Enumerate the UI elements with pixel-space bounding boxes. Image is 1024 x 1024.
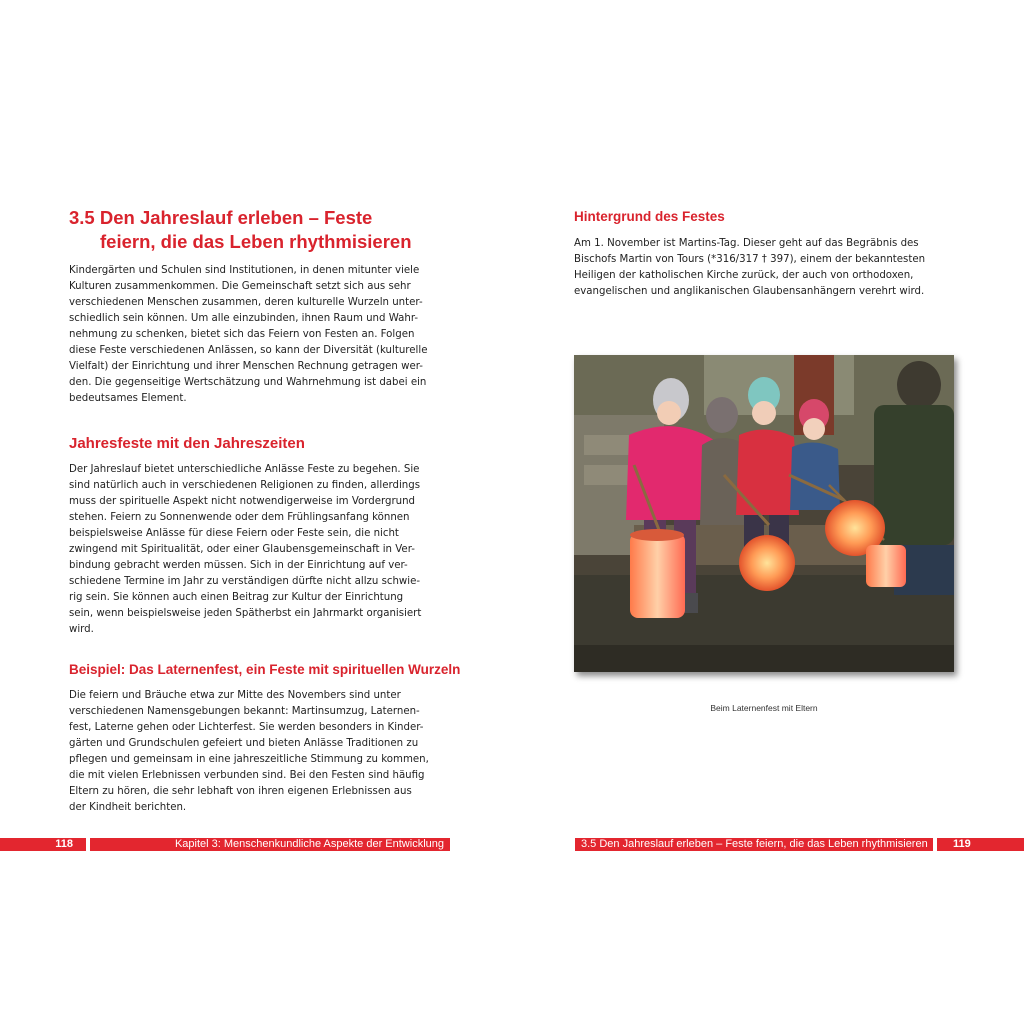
heading-hintergrund: Hintergrund des Festes (574, 209, 725, 224)
text-line: Vielfalt) der Einrichtung und ihrer Menschen Rechnung getragen wer- (69, 361, 423, 372)
text-line: die mit vielen Erlebnissen verbunden sind. Bei den Festen sind häufig (69, 770, 425, 781)
title-line-1: Den Jahreslauf erleben – Feste (99, 207, 373, 228)
intro-paragraph (69, 263, 469, 407)
text-line: Der Jahreslauf bietet unterschiedliche Anlässe Feste zu begehen. Sie (69, 464, 420, 475)
text-line: Kulturen zusammenkommen. Die Gemeinschaft setzt sich aus sehr (69, 281, 411, 292)
text-line: Heiligen der katholischen Kirche zurück, der auch von orthodoxen, (574, 270, 914, 281)
heading-jahresfeste: Jahresfeste mit den Jahreszeiten (69, 435, 305, 452)
photo-caption: Beim Laternenfest mit Eltern (710, 703, 818, 713)
text-line: wird. (69, 624, 94, 635)
text-line: Die feiern und Bräuche etwa zur Mitte des Novembers sind unter (69, 690, 401, 701)
text-line: der Kindheit berichten. (69, 802, 187, 813)
text-line: fest, Laterne gehen oder Lichterfest. Sie werden besonders in Kinder- (69, 722, 424, 733)
laternenfest-photo (574, 355, 954, 672)
text-line: Am 1. November ist Martins-Tag. Dieser geht auf das Begräbnis des (574, 238, 919, 249)
page-number-left-text: 118 (55, 838, 73, 850)
text-line: nehmung zu schenken, bietet sich das Feiern von Festen an. Folgen (69, 329, 415, 340)
page-number-right (937, 838, 1024, 851)
heading-beispiel: Beispiel: Das Laternenfest, ein Feste mit spirituellen Wurzeln (69, 662, 461, 677)
text-line: verschiedenen Menschen zusammen, deren kulturelle Wurzeln unter- (69, 297, 423, 308)
text-line: Bischofs Martin von Tours (*316/317 † 397), einem der bekanntesten (574, 254, 926, 265)
text-line: bedeutsames Element. (69, 393, 187, 404)
page-number-right-text: 119 (953, 838, 971, 850)
text-line: rig sein. Sie können auch einen Beitrag zur Kultur der Einrichtung (69, 592, 404, 603)
running-head-right (575, 838, 933, 851)
text-line: gärten und Grundschulen gefeiert und bieten Anlässe Traditionen zu (69, 738, 419, 749)
text-line: stehen. Feiern zu Sonnenwende oder dem Frühlingsanfang können (69, 512, 410, 523)
text-line: diese Feste verschiedenen Anlässen, so kann der Diversität (kulturelle (69, 345, 428, 356)
text-line: den. Die gegenseitige Wertschätzung und Wahrnehmung ist dabei ein (69, 377, 427, 388)
running-head-left (90, 838, 450, 851)
running-head-right-text: 3.5 Den Jahreslauf erleben – Feste feiern, die das Leben rhythmisieren (581, 838, 928, 850)
title-line-2: feiern, die das Leben rhythmisieren (100, 231, 412, 252)
jahresfeste-paragraph (69, 462, 469, 638)
section-title (69, 206, 499, 254)
text-line: Eltern zu hören, die sehr lebhaft von ihren eigenen Erlebnissen aus (69, 786, 412, 797)
hintergrund-paragraph (574, 236, 964, 300)
text-line: pflegen und gemeinsam in eine jahreszeitliche Stimmung zu kommen, (69, 754, 429, 765)
section-number: 3.5 (69, 207, 95, 228)
text-line: bindung gebracht werden müssen. Sich in der Einrichtung auf ver- (69, 560, 408, 571)
beispiel-paragraph (69, 688, 469, 816)
text-line: sind natürlich auch in verschiedenen Religionen zu finden, allerdings (69, 480, 421, 491)
text-line: sein, wenn beispielsweise jeden Spätherbst ein Jahrmarkt organisiert (69, 608, 422, 619)
text-line: verschiedenen Namensgebungen bekannt: Martinsumzug, Laternen- (69, 706, 420, 717)
photo-illustration (574, 355, 954, 672)
text-line: Kindergärten und Schulen sind Institutionen, in denen mitunter viele (69, 265, 420, 276)
text-line: evangelischen und anglikanischen Glaubensanhängern verehrt wird. (574, 286, 925, 297)
text-line: schiedlich sein können. Um alle einzubinden, ihnen Raum und Wahr- (69, 313, 419, 324)
text-line: schiedene Termine im Jahr zu verständigen dürfte nicht allzu schwie- (69, 576, 421, 587)
text-line: muss der spirituelle Aspekt nicht notwendigerweise im Vordergrund (69, 496, 416, 507)
page-number-left (0, 838, 86, 851)
running-head-left-text: Kapitel 3: Menschenkundliche Aspekte der Entwicklung (174, 838, 444, 850)
text-line: beispielsweise Anlässe für diese Feiern oder Feste sein, die nicht (69, 528, 399, 539)
text-line: zwingend mit Spiritualität, oder einer Glaubensgemeinschaft in Ver- (69, 544, 415, 555)
